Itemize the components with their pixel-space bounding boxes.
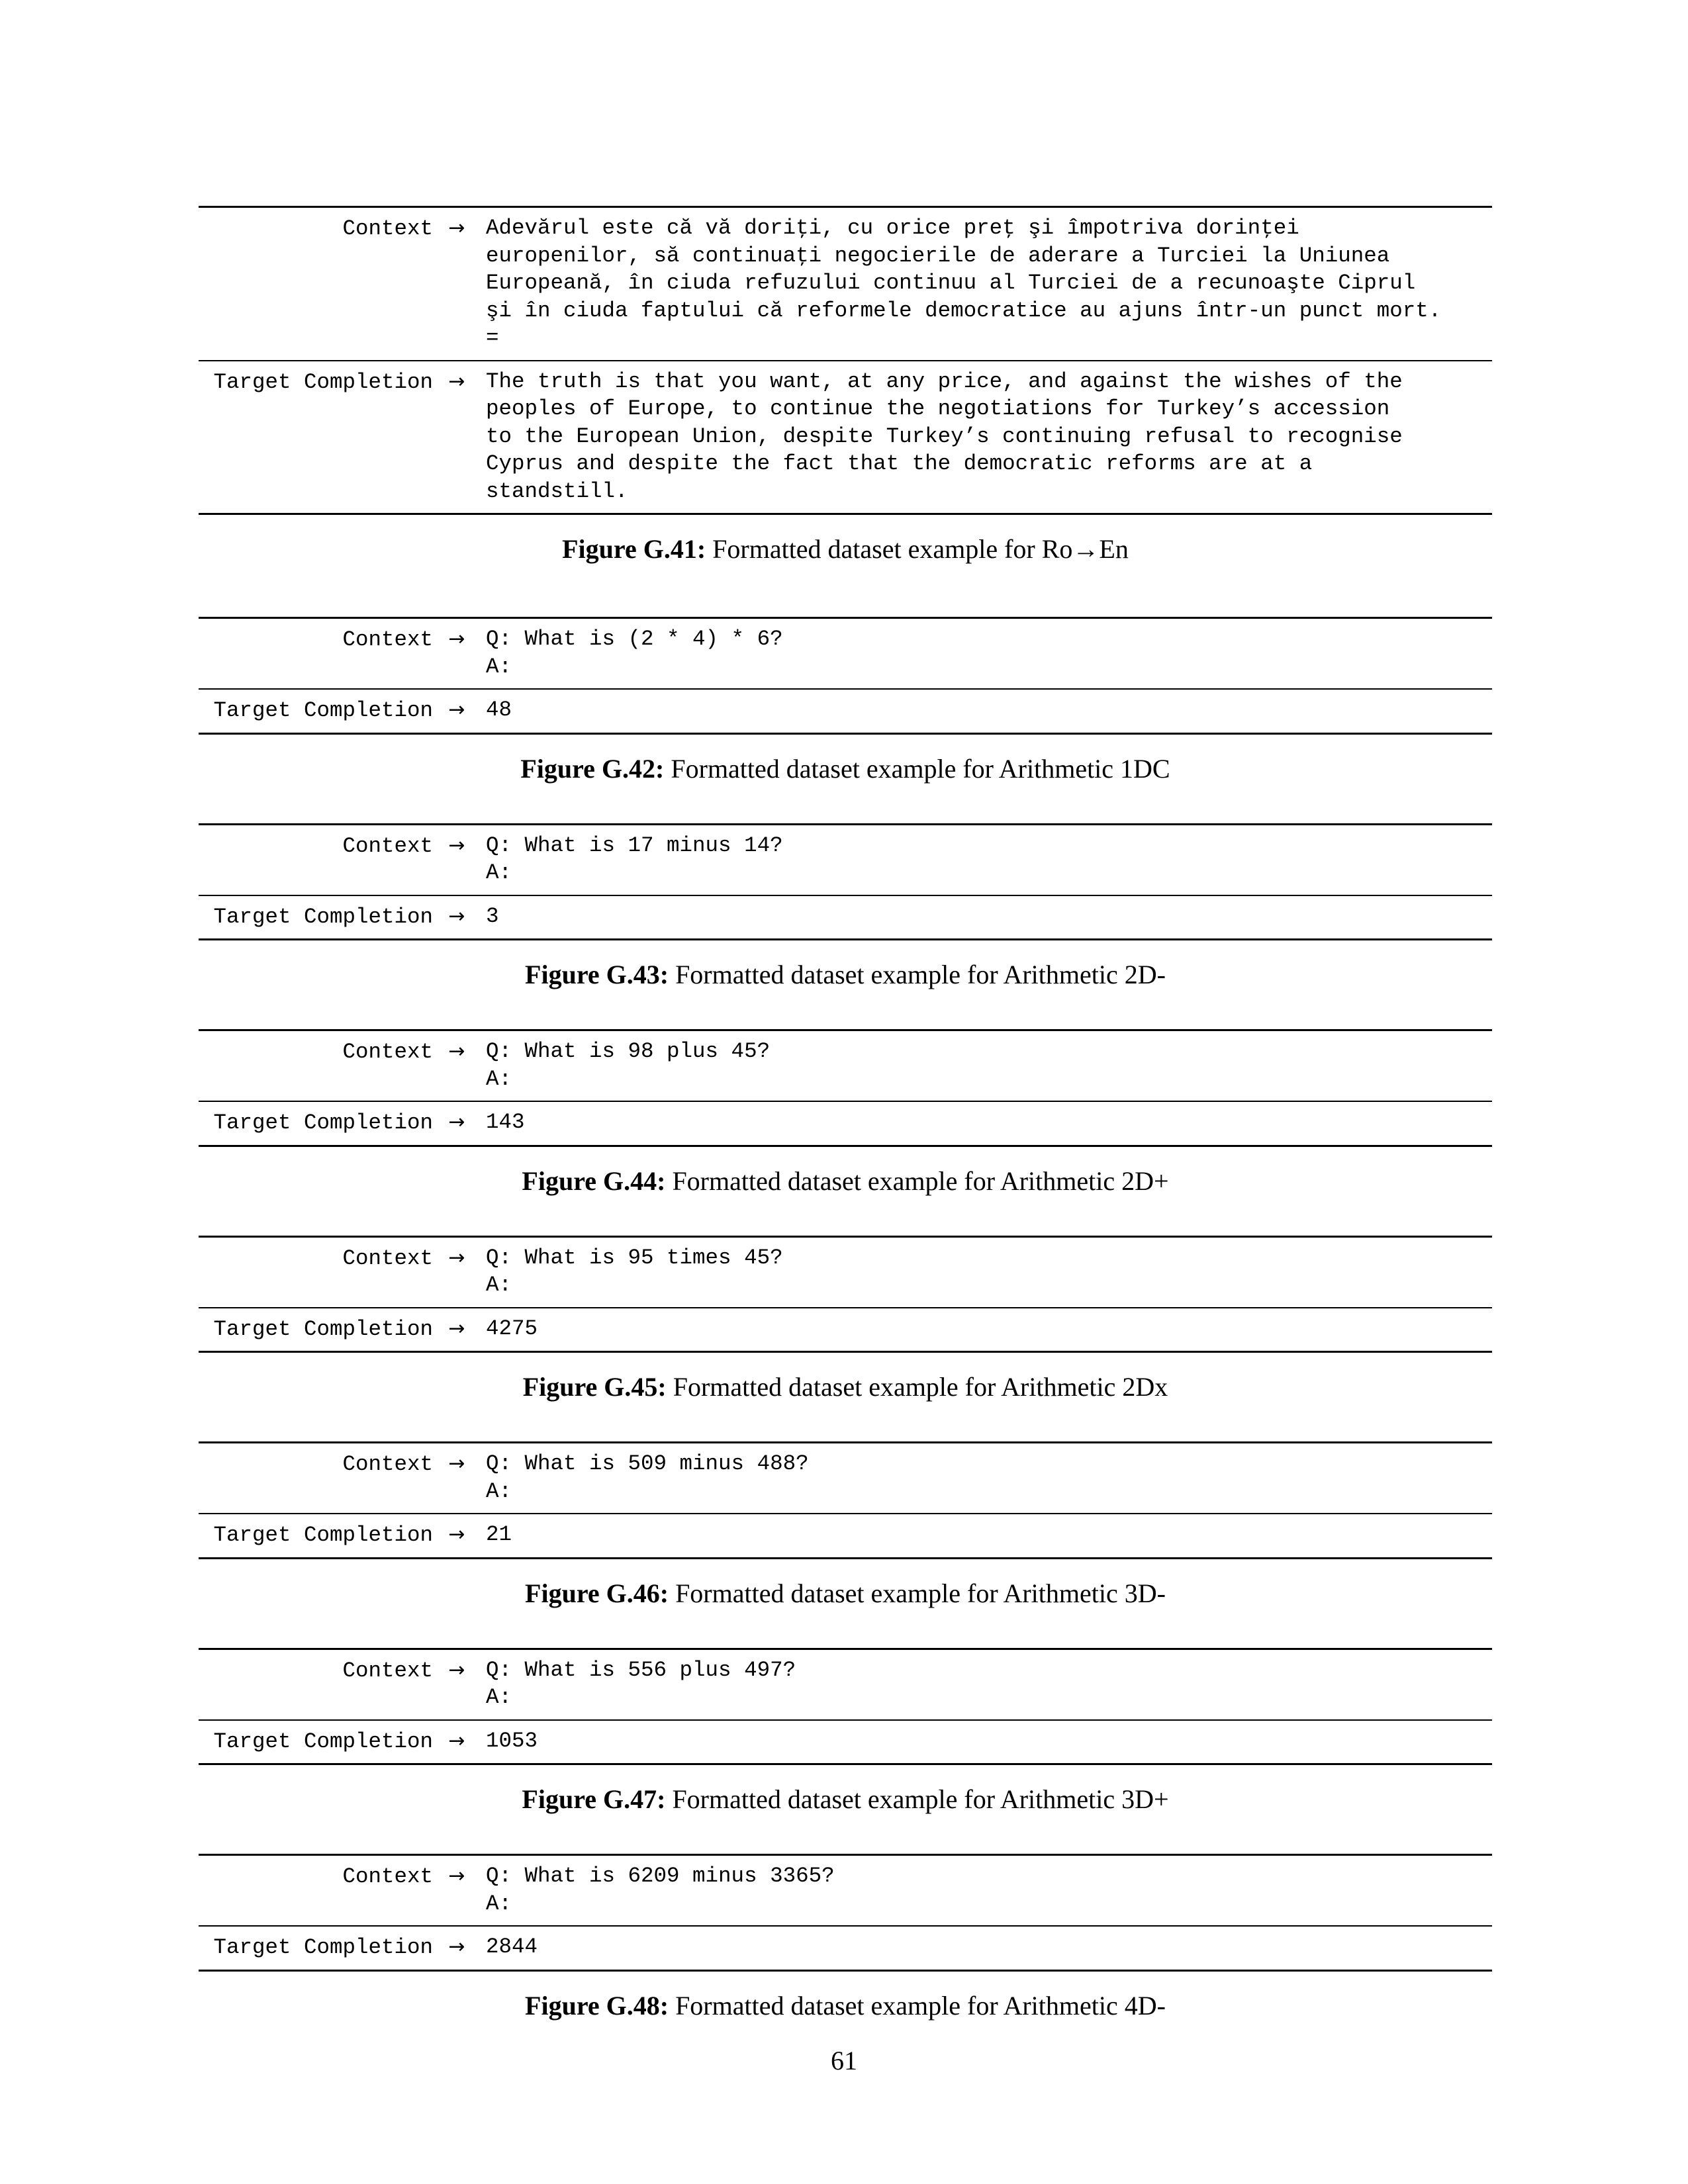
- context-text: Q: What is 556 plus 497? A:: [471, 1649, 1492, 1720]
- example-table: [199, 206, 1492, 515]
- right-arrow-icon: →: [448, 833, 465, 857]
- example-table: [199, 617, 1492, 735]
- target-row: [199, 1926, 1492, 1970]
- figure-caption: [199, 1371, 1492, 1403]
- context-text: Q: What is 6209 minus 3365? A:: [471, 1855, 1492, 1927]
- right-arrow-icon: →: [448, 698, 465, 721]
- context-row: [199, 824, 1492, 895]
- caption-label: Figure G.45:: [522, 1372, 667, 1402]
- target-row: [199, 895, 1492, 940]
- target-label: Target Completion →: [199, 361, 471, 514]
- figure-g47: [199, 1648, 1492, 1816]
- target-text: 1053: [471, 1720, 1492, 1764]
- example-table: [199, 1854, 1492, 1972]
- example-table: [199, 1236, 1492, 1353]
- figure-g43: [199, 823, 1492, 991]
- target-label: Target Completion →: [199, 1101, 471, 1146]
- caption-text: Formatted dataset example for Arithmetic 4D-: [675, 1990, 1166, 2021]
- context-label: Context →: [199, 824, 471, 895]
- target-row: [199, 361, 1492, 514]
- target-text: 21: [471, 1514, 1492, 1558]
- figure-caption: [199, 1578, 1492, 1610]
- context-row: [199, 1855, 1492, 1927]
- target-row: [199, 1101, 1492, 1146]
- target-row: [199, 689, 1492, 733]
- right-arrow-icon: →: [448, 216, 465, 240]
- context-text: Q: What is 17 minus 14? A:: [471, 824, 1492, 895]
- caption-label: Figure G.47:: [522, 1784, 666, 1814]
- target-label: Target Completion →: [199, 1926, 471, 1970]
- caption-label: Figure G.46:: [525, 1578, 669, 1608]
- right-arrow-icon: →: [448, 1111, 465, 1134]
- context-text: Q: What is 95 times 45? A:: [471, 1236, 1492, 1308]
- caption-text: Formatted dataset example for Arithmetic 2D+: [672, 1165, 1169, 1196]
- context-row: [199, 1236, 1492, 1308]
- caption-label: Figure G.41:: [562, 534, 706, 564]
- target-row: [199, 1308, 1492, 1352]
- figure-g44: [199, 1029, 1492, 1197]
- target-label: Target Completion →: [199, 1720, 471, 1764]
- context-label: Context →: [199, 1236, 471, 1308]
- context-row: [199, 1030, 1492, 1102]
- target-text: 2844: [471, 1926, 1492, 1970]
- target-label: Target Completion →: [199, 1514, 471, 1558]
- figure-caption: [199, 1784, 1492, 1815]
- right-arrow-icon: →: [448, 1523, 465, 1546]
- context-row: [199, 1649, 1492, 1720]
- caption-label: Figure G.48:: [525, 1990, 669, 2021]
- right-arrow-icon: →: [448, 1040, 465, 1063]
- right-arrow-icon: →: [448, 1935, 465, 1958]
- figure-g41: [199, 206, 1492, 565]
- right-arrow-icon: →: [448, 369, 465, 393]
- figure-caption: [199, 753, 1492, 785]
- context-label: Context →: [199, 1649, 471, 1720]
- page-number: 61: [831, 2046, 857, 2075]
- caption-text: Formatted dataset example for Ro→En: [712, 534, 1129, 564]
- figure-caption: [199, 1165, 1492, 1197]
- right-arrow-icon: →: [448, 627, 465, 651]
- example-table: [199, 823, 1492, 941]
- caption-text: Formatted dataset example for Arithmetic 3D-: [675, 1578, 1166, 1608]
- figure-caption: [199, 1990, 1492, 2022]
- right-arrow-icon: →: [448, 1864, 465, 1888]
- context-label: Context →: [199, 1443, 471, 1514]
- right-arrow-icon: →: [448, 1729, 465, 1752]
- context-label: Context →: [199, 1855, 471, 1927]
- right-arrow-icon: →: [448, 1452, 465, 1475]
- example-table: [199, 1648, 1492, 1766]
- context-label: Context →: [199, 1030, 471, 1102]
- caption-label: Figure G.43:: [525, 960, 669, 989]
- context-text: Q: What is 509 minus 488? A:: [471, 1443, 1492, 1514]
- figure-g42: [199, 617, 1492, 785]
- target-text: The truth is that you want, at any price, and against the wishes of the peoples of Europe, to continue the negotiations for Turkey’s accession to the European Union, despite Turkey’s continuing refusal to recognise Cyprus and despite the fact that the democratic reforms are at a standstill.: [471, 361, 1492, 514]
- context-row: [199, 207, 1492, 361]
- context-label: Context →: [199, 207, 471, 361]
- figure-g48: [199, 1854, 1492, 2022]
- caption-text: Formatted dataset example for Arithmetic 1DC: [671, 753, 1170, 784]
- context-text: Q: What is (2 * 4) * 6? A:: [471, 618, 1492, 690]
- right-arrow-icon: →: [448, 1658, 465, 1682]
- caption-label: Figure G.42:: [520, 753, 665, 784]
- caption-text: Formatted dataset example for Arithmetic 2D-: [675, 960, 1166, 989]
- right-arrow-icon: →: [448, 1246, 465, 1269]
- target-label: Target Completion →: [199, 689, 471, 733]
- target-row: [199, 1720, 1492, 1764]
- context-text: Adevărul este că vă doriţi, cu orice preţ şi împotriva dorinţei europenilor, să continuaţi negocierile de aderare a Turciei la Uniunea Europeană, în ciuda refuzului continuu al Turciei de a recunoaşte Ciprul şi în ciuda faptului că reformele democratice au ajuns într-un punct mort. =: [471, 207, 1492, 361]
- context-row: [199, 618, 1492, 690]
- caption-text: Formatted dataset example for Arithmetic 3D+: [672, 1784, 1169, 1814]
- figure-g46: [199, 1441, 1492, 1610]
- caption-label: Figure G.44:: [522, 1165, 666, 1196]
- example-table: [199, 1029, 1492, 1147]
- target-label: Target Completion →: [199, 1308, 471, 1352]
- context-row: [199, 1443, 1492, 1514]
- target-text: 143: [471, 1101, 1492, 1146]
- caption-text: Formatted dataset example for Arithmetic 2Dx: [673, 1372, 1168, 1402]
- context-text: Q: What is 98 plus 45? A:: [471, 1030, 1492, 1102]
- target-text: 3: [471, 895, 1492, 940]
- right-arrow-icon: →: [448, 904, 465, 928]
- figure-caption: [199, 533, 1492, 565]
- context-label: Context →: [199, 618, 471, 690]
- figure-caption: [199, 959, 1492, 991]
- page-content: [199, 206, 1492, 2022]
- target-text: 4275: [471, 1308, 1492, 1352]
- target-text: 48: [471, 689, 1492, 733]
- example-table: [199, 1441, 1492, 1559]
- figure-g45: [199, 1236, 1492, 1404]
- target-row: [199, 1514, 1492, 1558]
- target-label: Target Completion →: [199, 895, 471, 940]
- right-arrow-icon: →: [448, 1316, 465, 1340]
